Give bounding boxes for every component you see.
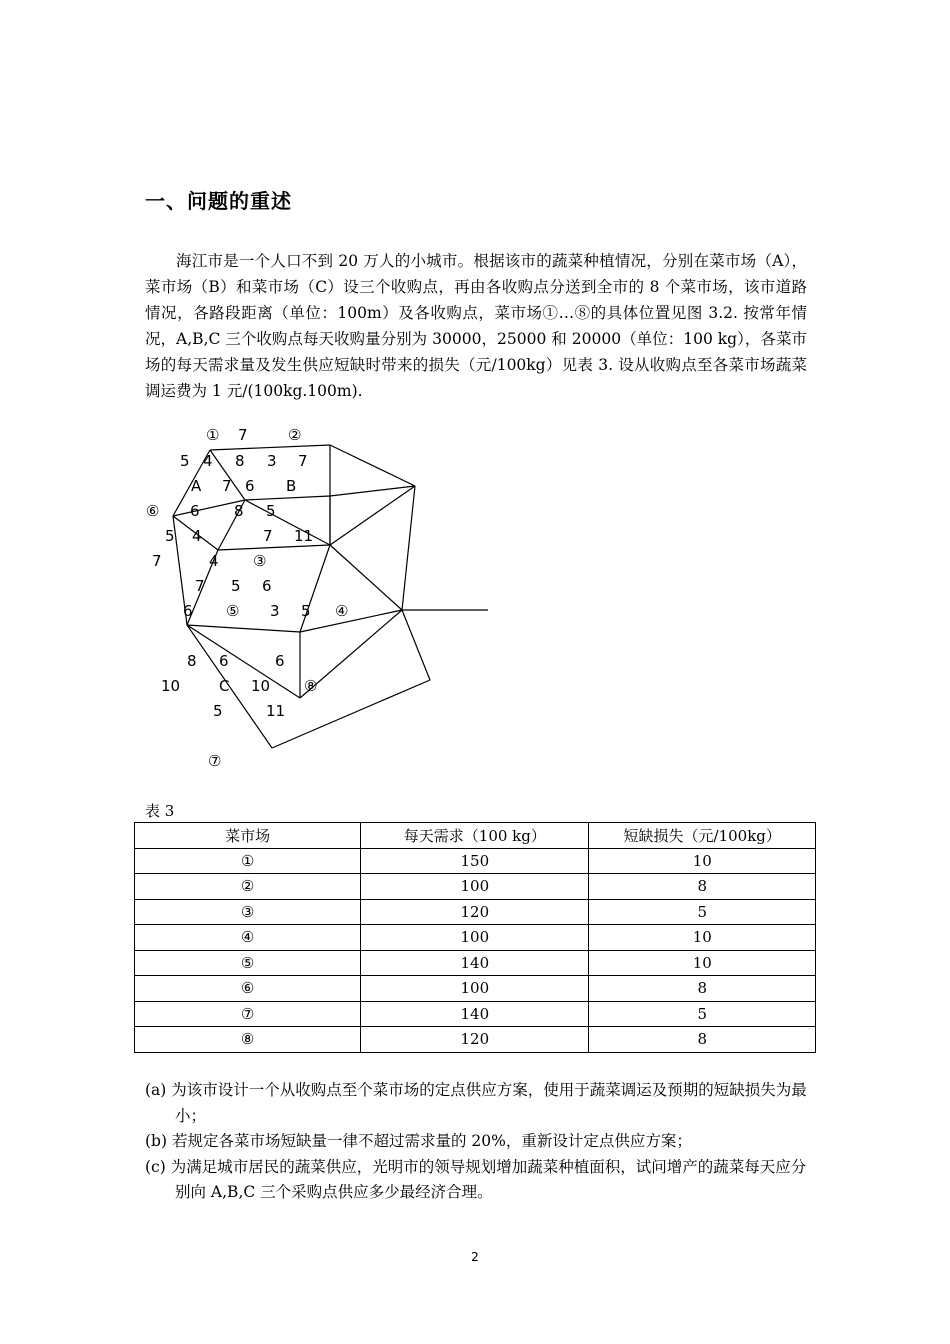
distance-label: 4 [192,527,202,545]
distance-label: 6 [183,602,193,620]
distance-label: 5 [165,527,175,545]
table-cell: 5 [589,1001,816,1027]
collection-point-a-label: A [191,477,202,495]
market-1-label: ① [206,426,220,444]
distance-label: 10 [161,677,181,695]
table-row [135,848,816,874]
graph-labels [146,426,348,770]
distance-label: 7 [195,577,205,595]
table-cell: 120 [361,899,589,925]
distance-label: 10 [251,677,271,695]
question-item: (c) 为满足城市居民的蔬菜供应，光明市的领导规划增加蔬菜种植面积，试问增产的蔬菜每天应分别向 A,B,C 三个采购点供应多少最经济合理。 [145,1157,807,1201]
market-table [134,822,816,1053]
market-8-label: ⑧ [304,677,318,695]
column-header: 短缺损失（元/100kg） [589,823,816,849]
distance-label: 7 [263,527,273,545]
column-header: 菜市场 [135,823,361,849]
distance-label: 7 [298,452,308,470]
column-header: 每天需求（100 kg） [361,823,589,849]
distance-label: 8 [235,452,245,470]
table-cell: 100 [361,925,589,951]
table-cell: 8 [589,976,816,1002]
table-cell: 100 [361,976,589,1002]
page-number: 2 [471,1250,479,1264]
distance-label: 6 [275,652,285,670]
table-cell: 5 [589,899,816,925]
distance-label: 5 [266,502,276,520]
table-cell: ⑧ [135,1027,361,1053]
distance-label: 4 [209,552,219,570]
table-cell: ② [135,874,361,900]
table-header-row [135,823,816,849]
table-row [135,899,816,925]
distance-label: 5 [213,702,223,720]
table-row [135,950,816,976]
market-7-label: ⑦ [208,752,222,770]
distance-label: 7 [152,552,162,570]
distance-label: 5 [180,452,190,470]
distance-label: 11 [266,702,286,720]
collection-point-c-label: C [219,677,230,695]
table-cell: ⑦ [135,1001,361,1027]
table-row [135,1027,816,1053]
table-cell: 140 [361,950,589,976]
section-heading: 一、问题的重述 [145,189,292,213]
table-caption: 表 3 [145,802,175,820]
distance-label: 3 [270,602,280,620]
distance-label: 5 [231,577,241,595]
table-cell: ④ [135,925,361,951]
distance-label: 4 [203,452,213,470]
market-4-label: ④ [335,602,349,620]
collection-point-b-label: B [286,477,297,495]
distance-label: 6 [219,652,229,670]
distance-label: 6 [190,502,200,520]
table-row [135,976,816,1002]
distance-label: 8 [234,502,244,520]
problem-statement: 海江市是一个人口不到 20 万人的小城市。根据该市的蔬菜种植情况，分别在菜市场（A），菜市场（B）和菜市场（C）设三个收购点，再由各收购点分送到全市的 8 个菜市场，该市道路情况，各路段距离（单位：100m）及各收购点，菜市场①…⑧的具体位置见图 3.2. 按常年情况，A,B,C 三个收购点每天收购量分别为 30000，25000 和 20000（单位：100 kg），各菜市场的每天需求量及发生供应短缺时带来的损失（元/100kg）见表 3. 设从收购点至各菜市场蔬菜调运费为 1 元/(100kg.100m). [145,252,807,400]
distance-label: 8 [187,652,197,670]
distance-label: 7 [238,426,248,444]
distance-label: 6 [262,577,272,595]
distance-label: 6 [245,477,255,495]
table-cell: ① [135,848,361,874]
question-item: (a) 为该市设计一个从收购点至个菜市场的定点供应方案，使用于蔬菜调运及预期的短缺损失为最小； [145,1081,807,1125]
market-5-label: ⑤ [226,602,240,620]
table-row [135,1001,816,1027]
distance-label: 11 [294,527,314,545]
table-cell: ③ [135,899,361,925]
table-cell: 150 [361,848,589,874]
distance-label: 5 [301,602,311,620]
table-row [135,874,816,900]
road-network-figure [140,420,500,780]
table-cell: ⑤ [135,950,361,976]
question-item: (b) 若规定各菜市场短缺量一律不超过需求量的 20%，重新设计定点供应方案； [145,1132,692,1150]
table-cell: 8 [589,874,816,900]
table-cell: 140 [361,1001,589,1027]
table-cell: 100 [361,874,589,900]
table-cell: 8 [589,1027,816,1053]
market-2-label: ② [288,426,302,444]
market-6-label: ⑥ [146,502,160,520]
table-row [135,925,816,951]
table-cell: 10 [589,848,816,874]
table-cell: 120 [361,1027,589,1053]
table-cell: ⑥ [135,976,361,1002]
market-3-label: ③ [253,552,267,570]
question-list [145,1078,807,1206]
distance-label: 7 [222,477,232,495]
table-cell: 10 [589,925,816,951]
table-cell: 10 [589,950,816,976]
distance-label: 3 [267,452,277,470]
